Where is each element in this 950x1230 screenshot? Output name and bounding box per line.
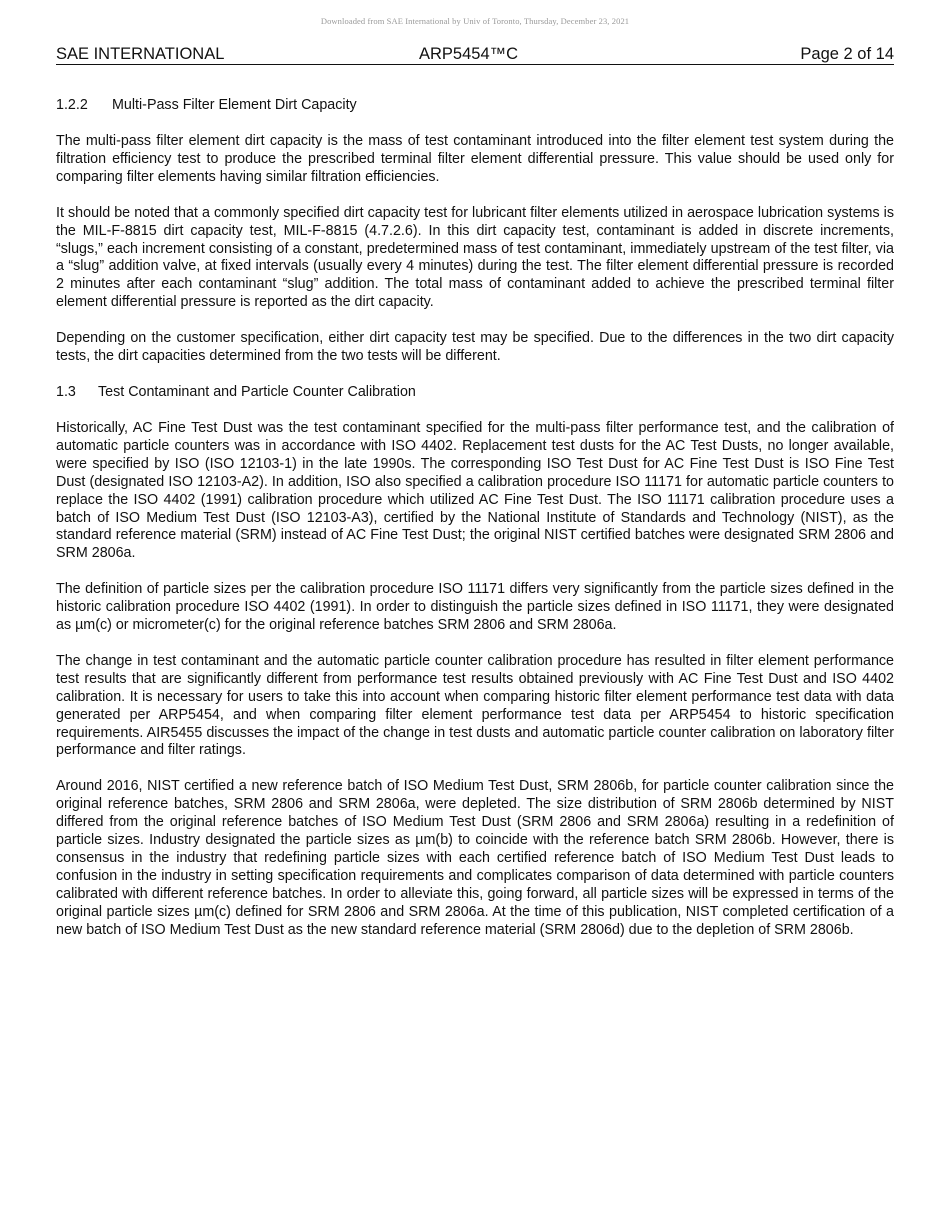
paragraph: The change in test contaminant and the automatic particle counter calibration procedure has resulted in filter element performance test results that are significantly different from performance test results obtained previously with AC Fine Test Dust and ISO 4402 calibration. It is necessary for users to take this into account when comparing historic filter element performance test data with data generated per ARP5454, and when comparing filter element performance test data per ARP5454 to historic specification requirements. AIR5455 discusses the impact of the change in test dusts and automatic particle counter calibration on laboratory filter performance and filter ratings. xyxy=(56,652,894,759)
page-header xyxy=(56,44,894,65)
section-title: Multi-Pass Filter Element Dirt Capacity xyxy=(112,97,357,113)
section-number: 1.2.2 xyxy=(56,97,88,113)
header-page-number: Page 2 of 14 xyxy=(800,45,894,63)
download-watermark: Downloaded from SAE International by Univ of Toronto, Thursday, December 23, 2021 xyxy=(320,16,630,26)
paragraph: The multi-pass filter element dirt capacity is the mass of test contaminant introduced into the filter element test system during the filtration efficiency test to produce the prescribed terminal filter element differential pressure. This value should be used only for comparing filter elements having similar filtration efficiencies. xyxy=(56,133,894,185)
header-doc-id: ARP5454™C xyxy=(419,45,519,63)
section-heading-1-3 xyxy=(56,384,894,402)
paragraph: It should be noted that a commonly specified dirt capacity test for lubricant filter elements utilized in aerospace lubrication systems is the MIL-F-8815 dirt capacity test, MIL-F-8815 (4.7.2.6). In this dirt capacity test, contaminant is added in discrete increments, “slugs,” each increment consisting of a constant, predetermined mass of test contaminant, immediately upstream of the test filter, via a “slug” addition valve, at fixed intervals (usually every 4 minutes) during the test. The filter element differential pressure is recorded 2 minutes after each contaminant “slug” addition. The total mass of contaminant added to achieve the prescribed terminal filter element differential pressure is reported as the dirt capacity. xyxy=(56,204,894,311)
document-body xyxy=(56,97,894,958)
paragraph: Depending on the customer specification, either dirt capacity test may be specified. Due to the differences in the two dirt capacity tests, the dirt capacities determined from the two tests will be different. xyxy=(56,330,894,365)
paragraph: Around 2016, NIST certified a new reference batch of ISO Medium Test Dust, SRM 2806b, for particle counter calibration since the original reference batches, SRM 2806 and SRM 2806a, were depleted. The size distribution of SRM 2806b determined by NIST differed from the original reference batches of ISO Medium Test Dust (SRM 2806 and SRM 2806a) resulting in a redefinition of particle sizes. Industry designated the particle sizes as µm(b) to coincide with the reference batch SRM 2806b. However, there is consensus in the industry that redefining particle sizes with each certified reference batch of ISO Medium Test Dust leads to confusion in the industry in setting specification requirements and complicates comparison of data determined with particle counters calibrated with different reference batches. In order to alleviate this, going forward, all particle sizes will be expressed in terms of the original particle sizes µm(c) defined for SRM 2806 and SRM 2806a. At the time of this publication, NIST completed certification of a new batch of ISO Medium Test Dust as the new standard reference material (SRM 2806d) due to the depletion of SRM 2806b. xyxy=(56,778,894,938)
section-title: Test Contaminant and Particle Counter Calibration xyxy=(98,383,416,400)
header-org: SAE INTERNATIONAL xyxy=(56,45,225,63)
section-heading-1-2-2 xyxy=(56,97,894,115)
section-number: 1.3 xyxy=(56,383,76,400)
paragraph: The definition of particle sizes per the calibration procedure ISO 11171 differs very significantly from the particle sizes defined in the historic calibration procedure ISO 4402 (1991). In order to distinguish the particle sizes defined in ISO 11171, they were designated as µm(c) or micrometer(c) for the original reference batches SRM 2806 and SRM 2806a. xyxy=(56,581,894,634)
paragraph: Historically, AC Fine Test Dust was the test contaminant specified for the multi-pass filter performance test, and the calibration of automatic particle counters was in accordance with ISO 4402. Replacement test dusts for the AC Test Dusts, no longer available, were specified by ISO (ISO 12103-1) in the late 1990s. The corresponding ISO Test Dust for AC Fine Test Dust is ISO Fine Test Dust (designated ISO 12103-A2). In addition, ISO also specified a calibration procedure ISO 11171 for automatic particle counters to replace the ISO 4402 (1991) calibration procedure which utilized AC Fine Test Dust. The ISO 11171 calibration procedure uses a batch of ISO Medium Test Dust (ISO 12103-A3), certified by the National Institute of Standards and Technology (NIST), as the standard reference material (SRM) instead of AC Fine Test Dust; the original NIST certified batches were designated SRM 2806 and SRM 2806a. xyxy=(56,419,894,562)
